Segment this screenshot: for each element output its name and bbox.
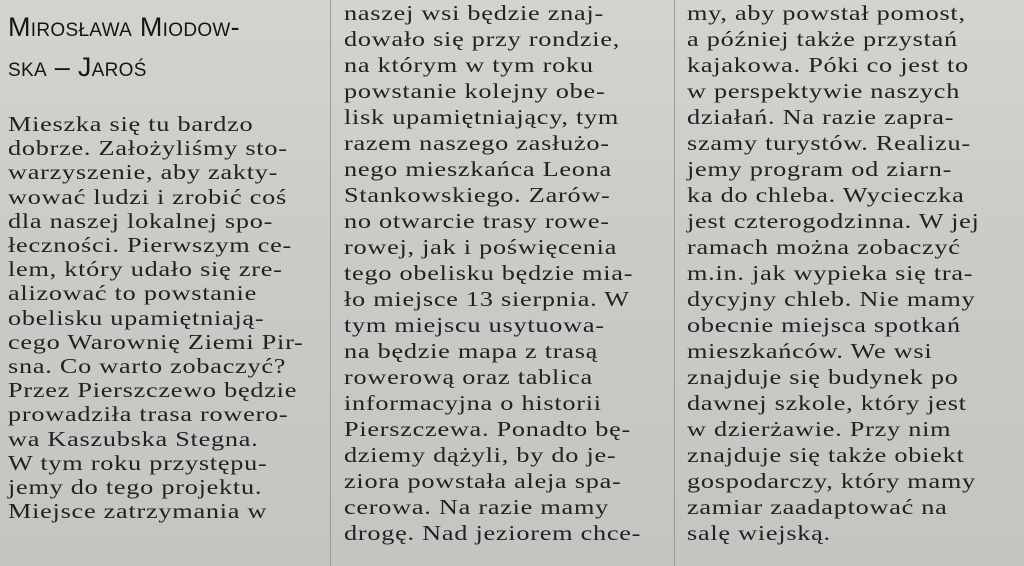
text-line: cerowa. Na razie mamy bbox=[344, 495, 609, 519]
text-line: dziemy dążyli, by do je- bbox=[344, 443, 617, 467]
text-line: drogę. Nad jeziorem chce- bbox=[344, 521, 642, 545]
text-line: tym miejscu usytuowa- bbox=[344, 313, 605, 337]
text-line: w perspektywie naszych bbox=[687, 79, 961, 103]
text-line: tego obelisku będzie mia- bbox=[344, 261, 634, 285]
text-line: rowej, jak i poświęcenia bbox=[344, 235, 618, 259]
text-line: w dzierżawie. Przy nim bbox=[687, 417, 952, 441]
text-line: lem, który udało się zre- bbox=[8, 257, 283, 282]
text-line: Mieszka się tu bardzo bbox=[8, 112, 254, 136]
text-line: jemy do tego projektu. bbox=[8, 475, 263, 499]
text-line: lisk upamiętniający, tym bbox=[344, 105, 620, 129]
text-line: znajduje się także obiekt bbox=[687, 443, 965, 467]
text-line: dla naszej lokalnej spo- bbox=[8, 208, 274, 233]
text-line: zamiar zaadaptować na bbox=[687, 495, 948, 519]
text-line: nego mieszkańca Leona bbox=[344, 157, 612, 181]
text-line: obecnie miejsca spotkań bbox=[687, 313, 961, 337]
author-name-continued: ska – Jaroś bbox=[8, 52, 147, 82]
text-line: razem naszego zasłużo- bbox=[344, 131, 610, 155]
column-divider bbox=[330, 0, 331, 566]
text-line: łeczności. Pierwszym ce- bbox=[8, 233, 293, 257]
column-divider bbox=[674, 0, 675, 566]
text-line: ramach można zobaczyć bbox=[687, 235, 961, 259]
text-line: naszej wsi będzie znaj- bbox=[344, 1, 604, 25]
text-line: dawnej szkole, który jest bbox=[687, 391, 967, 415]
text-line: a później także przystań bbox=[687, 27, 958, 51]
text-line: jest czterogodzinna. W jej bbox=[687, 209, 980, 233]
text-line: mieszkańców. We wsi bbox=[687, 339, 933, 363]
text-line: powstanie kolejny obe- bbox=[344, 79, 606, 103]
text-line: dycyjny chleb. Nie mamy bbox=[687, 287, 976, 311]
text-line: wa Kaszubska Stegna. bbox=[8, 426, 259, 451]
text-line: alizować to powstanie bbox=[8, 281, 258, 306]
author-name: Mirosława Miodow- bbox=[8, 12, 240, 42]
text-line: m.in. jak wypieka się tra- bbox=[687, 261, 974, 285]
text-line: ło miejsce 13 sierpnia. W bbox=[344, 287, 630, 311]
text-line: na będzie mapa z trasą bbox=[344, 339, 599, 363]
text-line: szamy turystów. Realizu- bbox=[687, 131, 971, 155]
text-line: gospodarczy, który mamy bbox=[687, 469, 976, 493]
text-line: działań. Na razie zapra- bbox=[687, 105, 955, 129]
text-line: Przez Pierszczewo będzie bbox=[8, 378, 298, 403]
text-line: my, aby powstał pomost, bbox=[687, 1, 966, 25]
text-line: ziora powstała aleja spa- bbox=[344, 469, 622, 493]
text-line: dowało się przy rondzie, bbox=[344, 27, 621, 51]
text-line: obelisku upamiętniają- bbox=[8, 305, 265, 330]
column-3 bbox=[680, 0, 1024, 566]
text-line: no otwarcie trasy rowe- bbox=[344, 209, 610, 233]
text-line: prowadziła trasa rowero- bbox=[8, 402, 289, 427]
text-line: wować ludzi i zrobić coś bbox=[8, 184, 287, 209]
text-line: informacyjna o historii bbox=[344, 391, 602, 415]
text-line: kajakowa. Póki co jest to bbox=[687, 53, 969, 77]
text-line: na którym w tym roku bbox=[344, 53, 594, 77]
text-line: ka do chleba. Wycieczka bbox=[687, 183, 965, 207]
text-line: salę wiejską. bbox=[687, 521, 831, 545]
column-1 bbox=[0, 0, 326, 566]
text-line: warzyszenie, aby zakty- bbox=[8, 160, 279, 185]
text-line: Miejsce zatrzymania w bbox=[8, 499, 268, 524]
column-2 bbox=[336, 0, 670, 566]
text-line: Pierszczewa. Ponadto bę- bbox=[344, 417, 631, 441]
text-line: cego Warownię Ziemi Pir- bbox=[8, 329, 304, 354]
text-line: dobrze. Założyliśmy sto- bbox=[8, 136, 288, 161]
text-line: Stankowskiego. Zarów- bbox=[344, 183, 611, 207]
text-line: sna. Co warto zobaczyć? bbox=[8, 354, 287, 378]
text-line: W tym roku przystępu- bbox=[8, 450, 268, 475]
text-line: rowerową oraz tablica bbox=[344, 365, 593, 389]
text-line: jemy program od ziarn- bbox=[687, 157, 953, 181]
text-line: znajduje się budynek po bbox=[687, 365, 959, 389]
